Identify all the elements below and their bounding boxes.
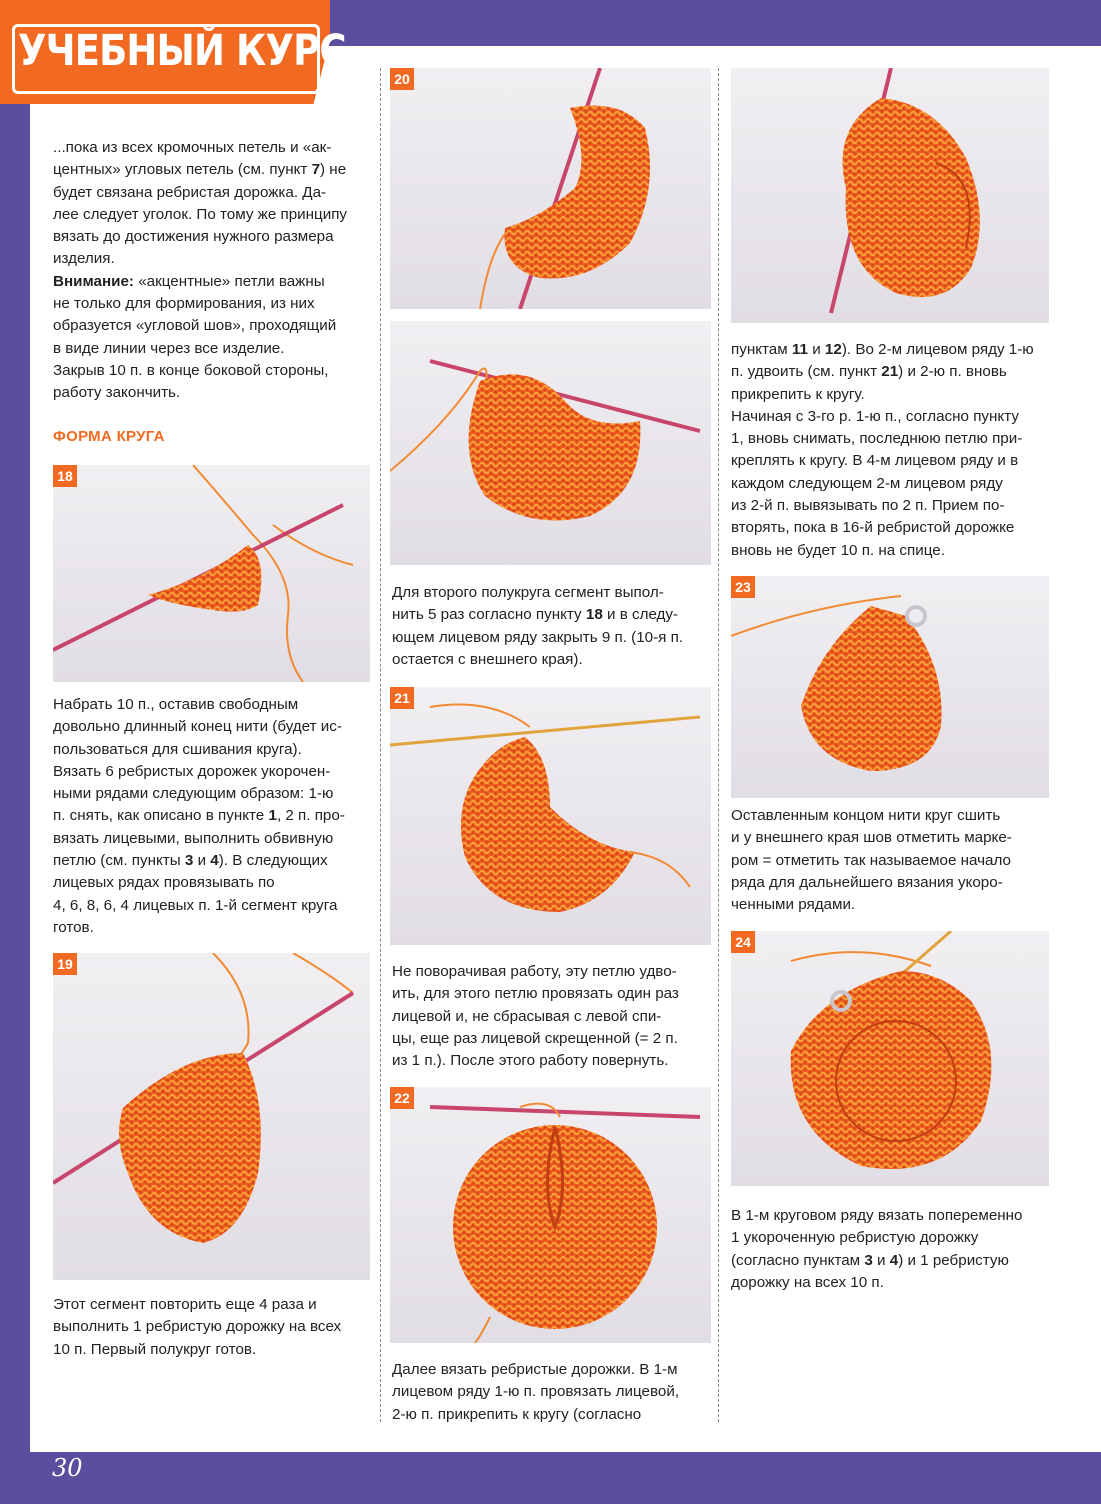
step-21-photo (390, 687, 711, 945)
step-23-photo (731, 576, 1049, 798)
step-badge: 21 (390, 687, 414, 709)
step-badge: 22 (390, 1087, 414, 1109)
intro-paragraph: ...пока из всех кромочных петель и «ак- центных» угловых петель (см. пункт 7) не будет связана ребристая дорожка. Да- лее следует уголок. По тому же принципу вязать до достижения нужного размера изделия. Внимание: «акцентные» петли важны не только для формирования, из них образуется «угловой шов», проходящий в виде линии через все изделие. Закрыв 10 п. в конце боковой стороны, работу закончить. (53, 139, 348, 402)
column-divider-right (718, 68, 719, 1422)
step-19-photo (53, 953, 370, 1280)
step-badge: 19 (53, 953, 77, 975)
step-20-photo-1 (390, 68, 711, 309)
step-badge: 24 (731, 931, 755, 953)
step-badge: 20 (390, 68, 414, 90)
column-divider-left (380, 68, 381, 1422)
page-footer-bar (0, 1452, 1101, 1504)
section-heading: ФОРМА КРУГА (53, 428, 165, 445)
step-20-photo-2 (390, 321, 711, 565)
step-18-text: Набрать 10 п., оставив свободным довольно длинный конец нити (будет ис- пользоваться для сшивания круга). Вязать 6 ребристых дорожек укорочен- ными рядами следующим образом: 1-ю п. снять, как описано в пункте 1, 2 п. про- вязать лицевыми, выполнить обвивную петлю (см. пункты 3 и 4). В следующих лицевых рядах провязывать по 4, 6, 8, 6, 4 лицевых п. 1-й сегмент круга готов. (53, 696, 345, 936)
step-22-continued-text: пунктам 11 и 12). Во 2-м лицевом ряду 1-ю п. удвоить (см. пункт 21) и 2-ю п. вновь прикрепить к кругу. Начиная с 3-го р. 1-ю п., согласно пункту 1, вновь снимать, последнюю петлю при- креплять к кругу. В 4-м лицевом ряду и в каждом следующем 2-м лицевом ряду из 2-й п. вывязывать по 2 п. Прием по- вторять, пока в 16-й ребристой дорожке вновь не будет 10 п. на спице. (731, 341, 1034, 559)
step-20-text: Для второго полукруга сегмент выпол- нить 5 раз согласно пункту 18 и в следу- ющем лицевом ряду закрыть 9 п. (10-я п. остается с внешнего края). (392, 584, 684, 668)
step-24-text: В 1-м круговом ряду вязать попеременно 1 укороченную ребристую дорожку (согласно пунктам 3 и 4) и 1 ребристую дорожку на всех 10 п. (731, 1207, 1023, 1291)
step-19-text: Этот сегмент повторить еще 4 раза и выполнить 1 ребристую дорожку на всех 10 п. Первый полукруг готов. (53, 1296, 342, 1358)
step-22-photo (390, 1087, 711, 1343)
step-badge: 18 (53, 465, 77, 487)
step-23-text: Оставленным концом нити круг сшить и у внешнего края шов отметить марке- ром = отметить так называемое начало ряда для дальнейшего вязания укоро- ченными рядами. (731, 807, 1012, 914)
step-24-photo (731, 931, 1049, 1186)
page-number: 30 (52, 1454, 83, 1482)
step-18-photo (53, 465, 370, 682)
step-21-text: Не поворачивая работу, эту петлю удво- ить, для этого петлю провязать один раз лицевой и, не сбрасывая с левой спи- цы, еще раз лицевой скрещенной (= 2 п. из 1 п.). После этого работу повернуть. (392, 963, 679, 1070)
step-22-photo-2 (731, 68, 1049, 323)
section-title: УЧЕБНЫЙ КУРС (18, 26, 346, 76)
step-22-text: Далее вязать ребристые дорожки. В 1-м лицевом ряду 1-ю п. провязать лицевой, 2-ю п. прикрепить к кругу (согласно (392, 1361, 680, 1423)
step-badge: 23 (731, 576, 755, 598)
